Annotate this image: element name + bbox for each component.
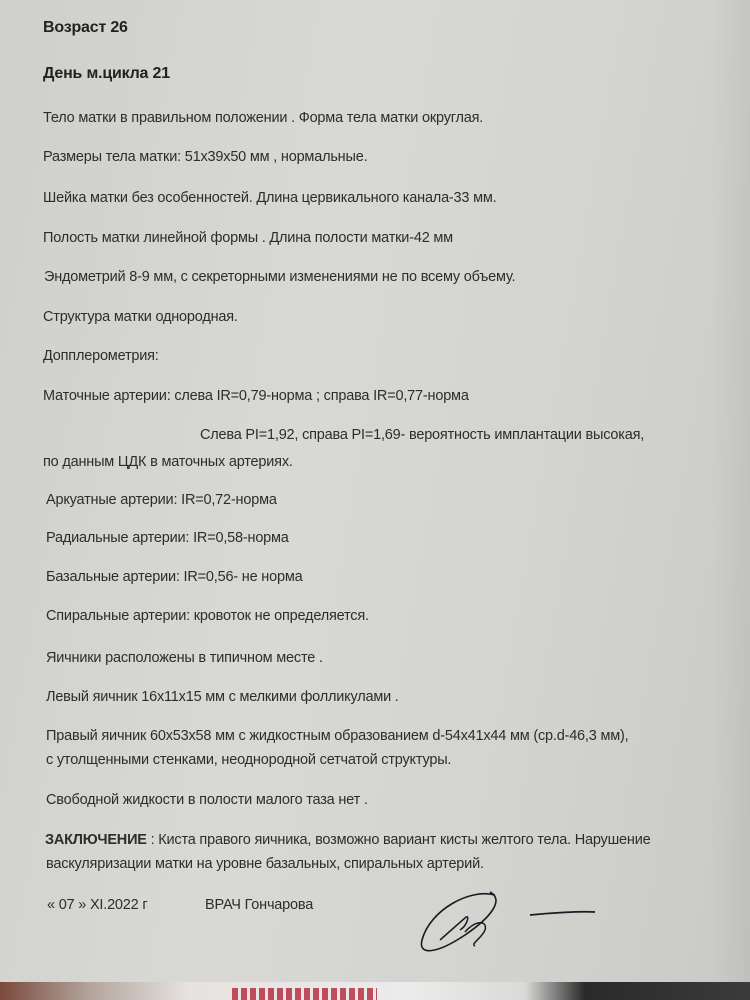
radial-arteries: Радиальные артерии: IR=0,58-норма: [46, 530, 289, 546]
doctor-name: ВРАЧ Гончарова: [205, 897, 314, 913]
uterus-position: Тело матки в правильном положении . Форма тела матки округлая.: [43, 110, 484, 126]
report-date: « 07 » XI.2022 г: [47, 897, 148, 913]
uterine-cavity: Полость матки линейной формы . Длина полости матки-42 мм: [43, 230, 453, 246]
conclusion-label: ЗАКЛЮЧЕНИЕ: [45, 832, 147, 848]
conclusion-text-2: васкуляризации матки на уровне базальных, спиральных артерий.: [46, 856, 484, 872]
cycle-day-heading: День м.цикла 21: [43, 65, 170, 82]
uterine-arteries-ir: Маточные артерии: слева IR=0,79-норма ; справа IR=0,77-норма: [43, 388, 469, 404]
cdk-note: по данным ЦДК в маточных артериях.: [43, 454, 293, 470]
endometrium: Эндометрий 8-9 мм, с секреторными изменениями не по всему объему.: [44, 269, 516, 285]
uterus-size: Размеры тела матки: 51x39x50 мм , нормальные.: [43, 149, 368, 165]
dopplerometry-heading: Допплерометрия:: [43, 348, 159, 364]
right-ovary: Правый яичник 60x53x58 мм с жидкостным образованием d-54x41x44 мм (ср.d-46,3 мм),: [46, 728, 629, 744]
free-fluid: Свободной жидкости в полости малого таза нет .: [46, 792, 368, 808]
cervix: Шейка матки без особенностей. Длина цервикального канала-33 мм.: [43, 190, 497, 206]
age-heading: Возраст 26: [43, 19, 128, 36]
basal-arteries: Базальные артерии: IR=0,56- не норма: [46, 569, 303, 585]
uterine-arteries-pi: Слева PI=1,92, справа PI=1,69- вероятность имплантации высокая,: [200, 427, 645, 443]
underlying-printed-text: [232, 988, 377, 1000]
left-ovary: Левый яичник 16x11x15 мм с мелкими фолликулами .: [46, 689, 399, 705]
paper-shadow: [710, 0, 750, 1000]
conclusion-text-1: : Киста правого яичника, возможно вариант кисты желтого тела. Нарушение: [146, 832, 651, 848]
uterus-structure: Структура матки однородная.: [43, 309, 238, 325]
signature-icon: [410, 880, 630, 960]
arcuate-arteries: Аркуатные артерии: IR=0,72-норма: [46, 492, 277, 508]
spiral-arteries: Спиральные артерии: кровоток не определяется.: [46, 608, 369, 624]
conclusion: [45, 832, 650, 848]
ovaries-location: Яичники расположены в типичном месте .: [46, 650, 323, 666]
right-ovary-details: с утолщенными стенками, неоднородной сетчатой структуры.: [46, 752, 452, 768]
